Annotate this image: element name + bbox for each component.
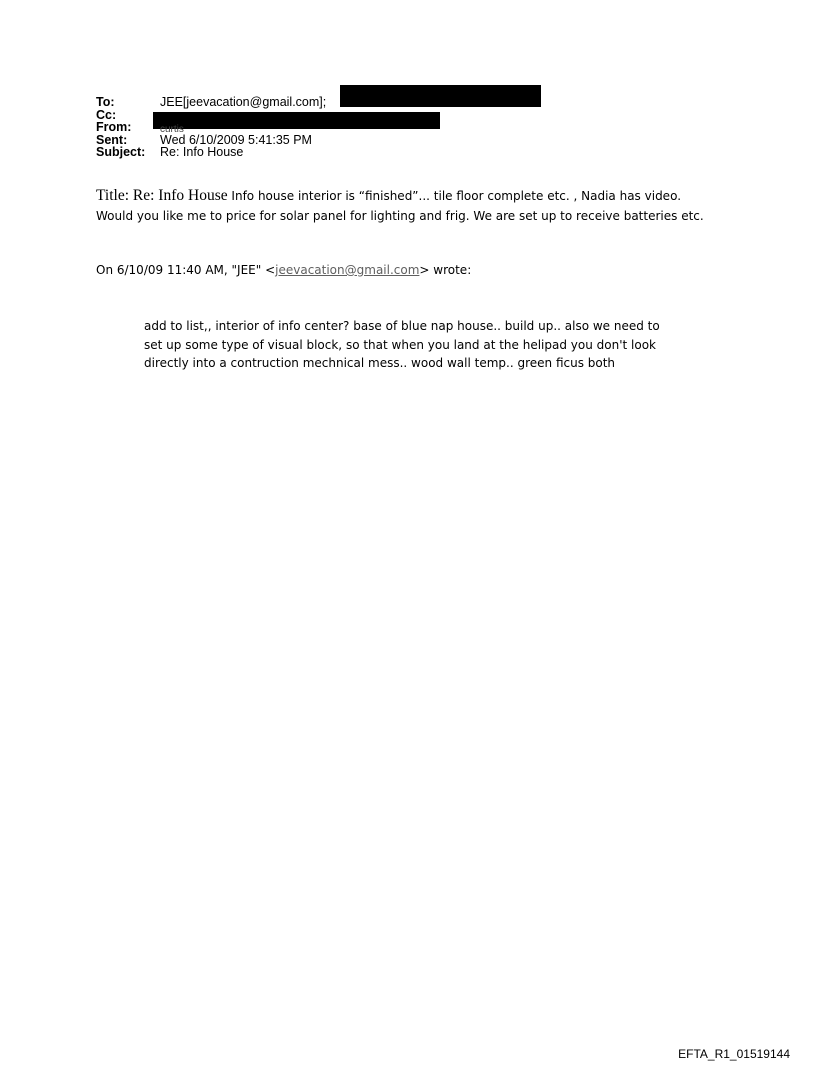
quote-intro [96, 263, 471, 277]
redaction-box [153, 112, 440, 129]
to-value [160, 96, 326, 109]
message-line-2: Would you like me to price for solar panel for lighting and frig. We are set up to receive batteries etc. [96, 209, 704, 223]
email-header [96, 96, 326, 159]
from-label: From: [96, 120, 132, 134]
quoted-line: add to list,, interior of info center? base of blue nap house.. build up.. also we need to [144, 319, 660, 333]
sent-label: Sent: [96, 132, 128, 147]
document-id: EFTA_R1_01519144 [678, 1047, 790, 1061]
quoted-line: directly into a contruction mechnical mess.. wood wall temp.. green ficus both [144, 356, 616, 370]
subject-row [96, 146, 326, 159]
to-row [96, 96, 326, 109]
subject-value: Re: Info House [160, 145, 244, 159]
message-first-line [96, 187, 681, 205]
quoted-line: set up some type of visual block, so that when you land at the helipad you don't look [144, 337, 656, 352]
message-line-1: Info house interior is “finished”... tile floor complete etc. , Nadia has video. [227, 189, 682, 203]
message-title: Title: Re: Info House [96, 187, 228, 204]
cc-label: Cc: [96, 107, 117, 122]
quote-intro-after: > wrote: [419, 263, 472, 277]
quote-intro-before: On 6/10/09 11:40 AM, "JEE" < [96, 263, 276, 277]
from-value: curtis [160, 124, 184, 135]
redaction-box [340, 85, 541, 107]
quoted-message [144, 317, 660, 373]
to-label: To: [96, 95, 115, 109]
to-address: JEE[jeevacation@gmail.com]; [160, 95, 327, 109]
email-link[interactable]: jeevacation@gmail.com [275, 263, 420, 277]
sent-value: Wed 6/10/2009 5:41:35 PM [160, 132, 312, 147]
subject-label: Subject: [96, 145, 146, 159]
